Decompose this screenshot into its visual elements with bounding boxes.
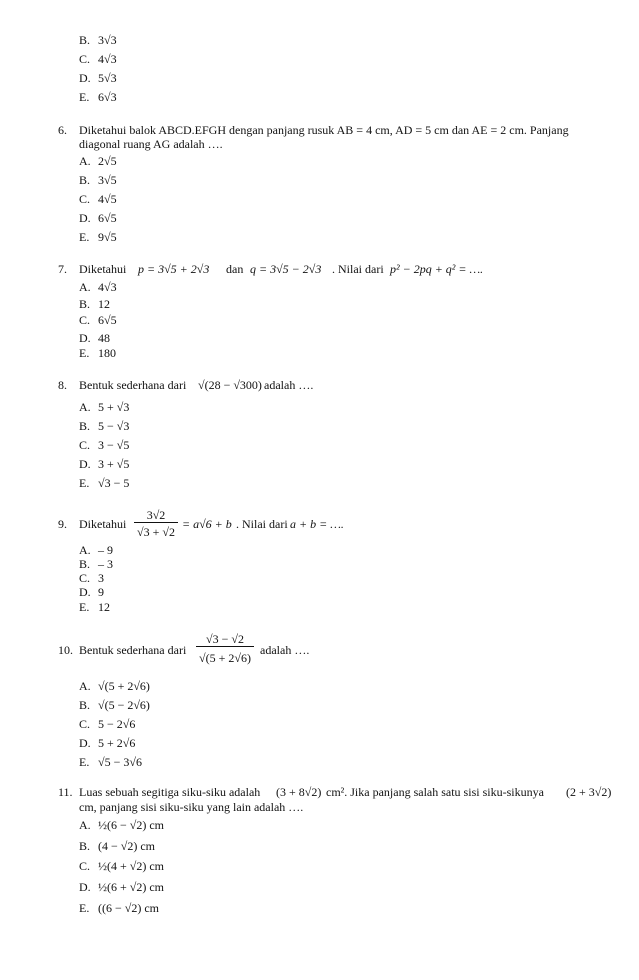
option-text: 5 + √3 [98, 400, 130, 414]
option-label: D. [79, 880, 91, 894]
question-number: 8. [58, 378, 67, 392]
option-text: √(5 + 2√6) [98, 679, 150, 693]
option-text: 9√5 [98, 230, 117, 244]
option-text: 9 [98, 585, 104, 599]
option-text: 3 [98, 571, 104, 585]
option-label: A. [79, 280, 91, 294]
option-label: C. [79, 52, 91, 66]
option-label: E. [79, 230, 90, 244]
option-text: ½(4 + √2) cm [98, 859, 165, 873]
question-number: 11. [58, 785, 73, 799]
option-label: D. [79, 457, 91, 471]
option-text: √3 − 5 [98, 476, 130, 490]
question-6-line-2: diagonal ruang AG adalah …. [79, 137, 223, 151]
question-suffix: adalah …. [260, 643, 310, 657]
option-text: 4√3 [98, 280, 117, 294]
option-label: C. [79, 313, 91, 327]
option-label: C. [79, 571, 91, 585]
option-text: 6√3 [98, 90, 117, 104]
option-label: B. [79, 297, 91, 311]
question-number: 9. [58, 517, 67, 531]
option-label: C. [79, 438, 91, 452]
option-label: A. [79, 154, 91, 168]
question-prefix: Bentuk sederhana dari [79, 378, 187, 392]
option-text: √(5 − 2√6) [98, 698, 150, 712]
option-label: A. [79, 400, 91, 414]
option-label: B. [79, 419, 91, 433]
radical-expression: √(28 − √300) [198, 378, 262, 392]
question-suffix: adalah …. [264, 378, 314, 392]
option-label: A. [79, 543, 91, 557]
question-text-part-1: Luas sebuah segitiga siku-siku adalah [79, 785, 261, 799]
option-text: 180 [98, 346, 116, 360]
option-text: 5 + 2√6 [98, 736, 136, 750]
option-label: C. [79, 192, 91, 206]
fraction-numerator: 3√2 [134, 508, 178, 523]
option-label: B. [79, 173, 91, 187]
option-label: D. [79, 211, 91, 225]
option-label: D. [79, 71, 91, 85]
option-label: D. [79, 331, 91, 345]
question-number: 6. [58, 123, 67, 137]
option-text: 3 − √5 [98, 438, 130, 452]
question-suffix: . Nilai dari [236, 517, 288, 531]
option-text: ((6 − √2) cm [98, 901, 160, 915]
q-expression: q = 3√5 − 2√3 [250, 262, 322, 276]
option-text: ½(6 − √2) cm [98, 818, 165, 832]
option-label: C. [79, 717, 91, 731]
option-text: √5 − 3√6 [98, 755, 142, 769]
question-text-line-1: Diketahui balok ABCD.EFGH dengan panjang rusuk AB = 4 cm, AD = 5 cm dan AE = 2 cm. Panjang [79, 123, 569, 137]
option-text: 48 [98, 331, 110, 345]
option-label: B. [79, 839, 91, 853]
fraction-numerator: √3 − √2 [196, 632, 254, 647]
option-label: B. [79, 557, 91, 571]
option-label: A. [79, 679, 91, 693]
question-prefix: Diketahui [79, 517, 127, 531]
option-text: 3√3 [98, 33, 117, 47]
option-text: 2√5 [98, 154, 117, 168]
option-label: C. [79, 859, 91, 873]
target-expression: p² − 2pq + q² = …. [390, 262, 484, 276]
option-text: 3√5 [98, 173, 117, 187]
option-text: 4√5 [98, 192, 117, 206]
option-text: 12 [98, 600, 110, 614]
option-label: E. [79, 90, 90, 104]
option-text: 5 − √3 [98, 419, 130, 433]
option-text: ½(6 + √2) cm [98, 880, 165, 894]
fraction-denominator: √3 + √2 [137, 525, 175, 539]
option-text: 4√3 [98, 52, 117, 66]
question-connector-2: . Nilai dari [332, 262, 384, 276]
option-text: 6√5 [98, 211, 117, 225]
option-text: 12 [98, 297, 110, 311]
option-text: 5√3 [98, 71, 117, 85]
question-text-part-2: cm². Jika panjang salah satu sisi siku-sikunya [326, 785, 544, 799]
question-connector: dan [226, 262, 244, 276]
question-number: 10. [58, 643, 73, 657]
fraction-denominator: √(5 + 2√6) [199, 651, 251, 665]
question-prefix: Diketahui [79, 262, 127, 276]
option-label: E. [79, 755, 90, 769]
question-prefix: Bentuk sederhana dari [79, 643, 187, 657]
side-expression: (2 + 3√2) [566, 785, 612, 799]
option-text: 5 − 2√6 [98, 717, 136, 731]
option-text: – 3 [98, 557, 113, 571]
option-label: B. [79, 33, 91, 47]
option-text: (4 − √2) cm [98, 839, 156, 853]
p-expression: p = 3√5 + 2√3 [138, 262, 210, 276]
option-text: 6√5 [98, 313, 117, 327]
question-number: 7. [58, 262, 67, 276]
option-label: E. [79, 346, 90, 360]
option-label: D. [79, 585, 91, 599]
question-11-line-2: cm, panjang sisi siku-siku yang lain adalah …. [79, 800, 304, 814]
option-label: A. [79, 818, 91, 832]
option-label: E. [79, 901, 90, 915]
area-expression: (3 + 8√2) [276, 785, 322, 799]
option-label: D. [79, 736, 91, 750]
option-label: E. [79, 476, 90, 490]
rhs-expression: = a√6 + b [182, 517, 232, 531]
option-text: 3 + √5 [98, 457, 130, 471]
option-label: E. [79, 600, 90, 614]
option-label: B. [79, 698, 91, 712]
option-text: – 9 [98, 543, 113, 557]
target-expression: a + b = …. [290, 517, 344, 531]
